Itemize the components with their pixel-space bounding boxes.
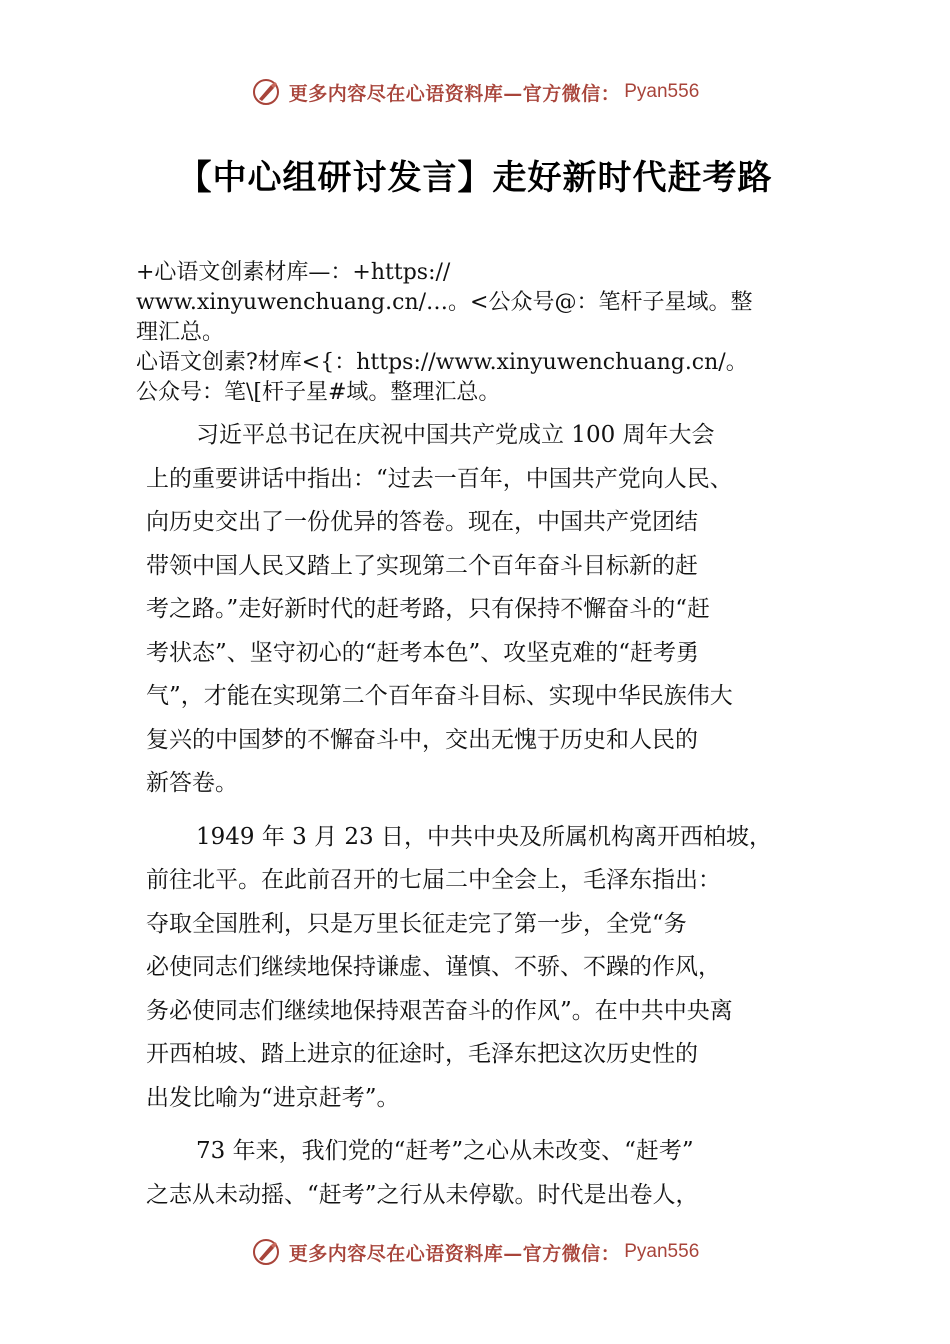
pen-quill-icon bbox=[251, 77, 281, 107]
text-line: 1949 年 3 月 23 日，中共中央及所属机构离开西柏坡， bbox=[196, 823, 772, 850]
source-line: 心语文创素?材库<{：https://www.xinyuwenchuang.cn/。 bbox=[136, 350, 748, 375]
footer-banner bbox=[0, 1232, 950, 1272]
text-line: 之志从未动摇、“赶考”之行从未停歇。时代是出卷人， bbox=[146, 1181, 699, 1208]
text-line: 前往北平。在此前召开的七届二中全会上，毛泽东指出： bbox=[146, 867, 721, 893]
text-line: 73 年来，我们党的“赶考”之心从未改变、“赶考” bbox=[196, 1138, 694, 1164]
text-line: 开西柏坡、踏上进京的征途时，毛泽东把这次历史性的 bbox=[146, 1041, 698, 1067]
text-line: 出发比喻为“进京赶考”。 bbox=[146, 1084, 400, 1111]
paragraph bbox=[146, 816, 836, 1121]
text-line: 复兴的中国梦的不懈奋斗中，交出无愧于历史和人民的 bbox=[146, 726, 698, 753]
text-line: 气”，才能在实现第二个百年奋斗目标、实现中华民族伟大 bbox=[146, 683, 733, 709]
text-line: 新答卷。 bbox=[146, 770, 238, 796]
text-line: 上的重要讲话中指出：“过去一百年，中国共产党向人民、 bbox=[146, 465, 733, 492]
source-notes bbox=[136, 258, 836, 408]
source-line: www.xinyuwenchuang.cn/…。<公众号@：笔杆子星域。整 bbox=[136, 290, 753, 315]
header-banner bbox=[0, 72, 950, 112]
article-body bbox=[146, 414, 836, 1227]
paragraph bbox=[146, 414, 836, 806]
text-line: 向历史交出了一份优异的答卷。现在，中国共产党团结 bbox=[146, 509, 698, 535]
text-line: 考之路。”走好新时代的赶考路，只有保持不懈奋斗的“赶 bbox=[146, 596, 711, 622]
wechat-id: Pyan556 bbox=[624, 81, 700, 102]
wechat-id: Pyan556 bbox=[624, 1241, 700, 1262]
page-title: 【中心组研讨发言】走好新时代赶考路 bbox=[177, 158, 773, 198]
text-line: 务必使同志们继续地保持艰苦奋斗的作风”。在中共中央离 bbox=[146, 997, 733, 1024]
text-line: 必使同志们继续地保持谦虚、谨慎、不骄、不躁的作风， bbox=[146, 954, 721, 980]
paragraph bbox=[146, 1130, 836, 1217]
banner-text: 更多内容尽在心语资料库—官方微信： bbox=[288, 82, 621, 105]
text-line: 习近平总书记在庆祝中国共产党成立 100 周年大会 bbox=[196, 422, 715, 448]
source-line: 公众号：笔\[杆子星#域。整理汇总。 bbox=[136, 380, 501, 405]
source-line: +心语文创素材库—：+https:// bbox=[136, 260, 451, 285]
pen-quill-icon bbox=[251, 1237, 281, 1267]
banner-text: 更多内容尽在心语资料库—官方微信： bbox=[288, 1242, 621, 1265]
text-line: 考状态”、坚守初心的“赶考本色”、攻坚克难的“赶考勇 bbox=[146, 639, 700, 666]
source-line: 理汇总。 bbox=[136, 320, 225, 345]
text-line: 带领中国人民又踏上了实现第二个百年奋斗目标新的赶 bbox=[146, 552, 698, 579]
text-line: 夺取全国胜利，只是万里长征走完了第一步，全党“务 bbox=[146, 910, 687, 937]
